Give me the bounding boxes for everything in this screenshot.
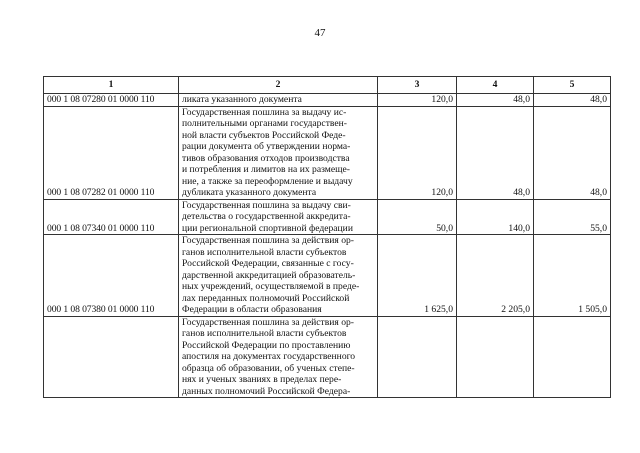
description-cell: ликата указанного документа [179,94,378,107]
budget-code-cell: 000 1 08 07340 01 0000 110 [44,199,179,235]
value-cell-col5: 55,0 [534,199,611,235]
table-header-row [44,77,611,94]
description-cell: Государственная пошлина за действия ор- ганов исполнительной власти субъектов Российской Федерации, связанные с госу- дарственной аккредитацией образователь- ных учреждений, осуществляемой в преде- лах переданных полномочий Российской Федерации в области образования [179,235,378,317]
table-row [44,106,611,199]
budget-code-cell: 000 1 08 07282 01 0000 110 [44,106,179,199]
column-header-4: 4 [457,77,534,94]
value-cell-col4: 48,0 [457,106,534,199]
budget-code-cell [44,316,179,398]
table-row [44,199,611,235]
value-cell-col3 [378,316,457,398]
column-header-3: 3 [378,77,457,94]
value-cell-col5: 1 505,0 [534,235,611,317]
value-cell-col3: 120,0 [378,106,457,199]
budget-code-cell: 000 1 08 07280 01 0000 110 [44,94,179,107]
page-number: 47 [314,27,326,39]
value-cell-col4: 2 205,0 [457,235,534,317]
value-cell-col4: 140,0 [457,199,534,235]
budget-table [43,76,611,398]
value-cell-col5 [534,316,611,398]
value-cell-col5: 48,0 [534,106,611,199]
value-cell-col4: 48,0 [457,94,534,107]
budget-code-cell: 000 1 08 07380 01 0000 110 [44,235,179,317]
column-header-5: 5 [534,77,611,94]
column-header-2: 2 [179,77,378,94]
value-cell-col3: 50,0 [378,199,457,235]
table-row [44,235,611,317]
description-cell: Государственная пошлина за выдачу сви- детельства о государственной аккредита- ции региональной спортивной федерации [179,199,378,235]
value-cell-col3: 120,0 [378,94,457,107]
column-header-1: 1 [44,77,179,94]
table-row [44,316,611,398]
value-cell-col5: 48,0 [534,94,611,107]
value-cell-col3: 1 625,0 [378,235,457,317]
description-cell: Государственная пошлина за действия ор- ганов исполнительной власти субъектов Российской Федерации по проставлению апостиля на документах государственного образца об образовании, об ученых степе- нях и ученых званиях в пределах пере- данных полномочий Российской Федера- [179,316,378,398]
description-cell: Государственная пошлина за выдачу ис- полнительными органами государствен- ной власти субъектов Российской Феде- рации документа об утверждении норма- тивов образования отходов производства и потребления и лимитов на их размеще- ние, а также за переоформление и выдачу дубликата указанного документа [179,106,378,199]
table-row [44,94,611,107]
value-cell-col4 [457,316,534,398]
